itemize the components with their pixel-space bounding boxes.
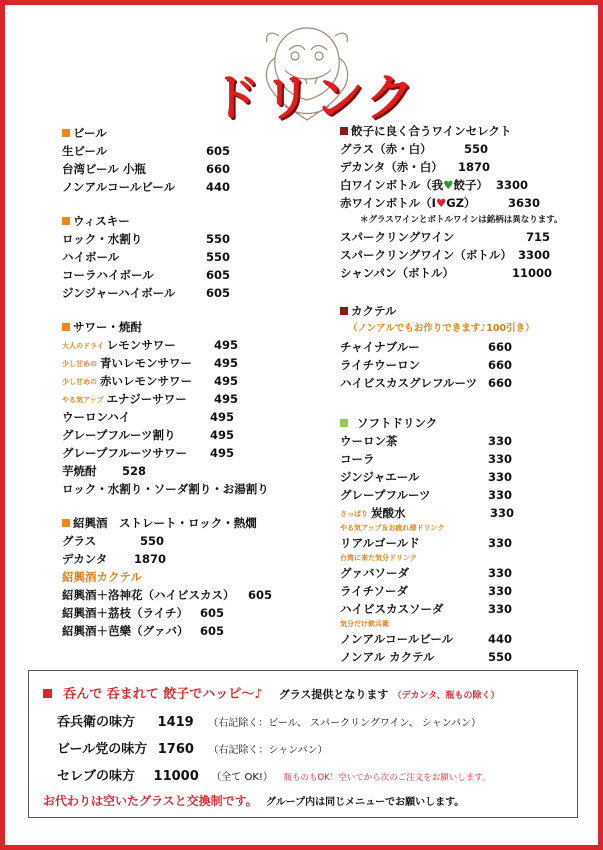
section-header-shaoxing: 紹興酒 ストレート・ロック・熱燗	[62, 514, 292, 532]
menu-item: デカンタ 1870	[62, 552, 167, 566]
subsection-header: 紹興酒カクテル	[62, 570, 142, 584]
menu-item: リアルゴールド 330	[340, 536, 513, 550]
menu-item: 白ワインボトル（我♥餃子） 3300	[340, 178, 529, 192]
item-tagline: やる気アップ＆お疲れ様ドリンク	[340, 524, 445, 532]
menu-item: チャイナブルー 660	[340, 340, 513, 354]
menu-item: ウーロンハイ 495	[62, 410, 235, 424]
menu-item: ハイビスカスソーダ 330	[340, 602, 513, 616]
section-header-whisky: ウィスキー	[62, 212, 292, 230]
menu-item: 紹興酒＋洛神花（ハイビスカス） 605	[62, 588, 273, 602]
plan-header: 呑んで 呑まれて 餃子でハッピ～♪ グラス提供となります （デカンタ、瓶もの除く）	[43, 683, 500, 702]
heart-icon: ♥	[435, 196, 447, 210]
right-column	[340, 122, 580, 666]
plan-course: ビール党の味方 1760 （右記除く：シャンパン）	[57, 742, 328, 757]
section-header-beer: ビール	[62, 124, 292, 142]
free-flow-plan-box	[28, 670, 578, 818]
menu-item: ジンジャエール 330	[340, 470, 513, 484]
heart-icon: ♥	[443, 178, 454, 192]
orange-square-icon	[62, 323, 70, 331]
red-square-icon	[43, 689, 52, 698]
section-header-soft: ソフトドリンク	[340, 414, 580, 432]
orange-square-icon	[62, 519, 70, 527]
menu-item: やる気アップ エナジーサワー 495	[62, 392, 239, 406]
plan-course: 呑兵衛の味方 1419 （右記除く：ビール、 スパークリングワイン、 シャンパン）	[57, 715, 482, 730]
item-tagline: 台湾に来た気分ドリンク	[340, 554, 417, 562]
cocktail-note: （ノンアルでもお作りできます♪100引き）	[348, 323, 535, 334]
menu-item: 紹興酒＋芭樂（グァバ） 605	[62, 624, 225, 638]
section-header-wine: 餃子に良く合うワインセレクト	[340, 122, 580, 140]
menu-item: コーラハイボール 605	[62, 268, 231, 282]
menu-item: グレープフルーツ 330	[340, 488, 513, 502]
menu-item: グァバソーダ 330	[340, 566, 513, 580]
menu-item: 台湾ビール 小瓶 660	[62, 162, 231, 176]
menu-item: グラス 550	[62, 534, 165, 548]
menu-item: コーラ 330	[340, 452, 513, 466]
menu-item: ハイビスカスグレフルーツ 660	[340, 376, 513, 390]
item-tagline: 気分だけ飲兵衛	[340, 620, 389, 628]
menu-item: デカンタ（赤・白） 1870	[340, 160, 491, 174]
menu-item: シャンパン（ボトル） 11000	[340, 266, 553, 280]
orange-square-icon	[62, 217, 70, 225]
darkred-square-icon	[340, 127, 348, 135]
section-header-cocktail: カクテル	[340, 302, 580, 320]
menu-item: 芋焼酎 528	[62, 464, 147, 478]
menu-note: ロック・水割り・ソーダ割り・お湯割り	[62, 482, 269, 496]
menu-item: ハイボール 550	[62, 250, 231, 264]
section-header-sour: サワー・焼酎	[62, 318, 292, 336]
menu-item: ノンアルコールビール 440	[340, 632, 513, 646]
menu-item: スパークリングワイン（ボトル） 3300	[340, 248, 551, 262]
menu-item: ライチウーロン 660	[340, 358, 513, 372]
menu-item: ライチソーダ 330	[340, 584, 513, 598]
menu-item: 紹興酒＋茘枝（ライチ） 605	[62, 606, 225, 620]
menu-item: グラス（赤・白） 550	[340, 142, 489, 156]
plan-course: セレブの味方 11000 （全て OK!） 瓶ものもOK！空いてから次のご注文をお願いします。	[57, 769, 491, 784]
menu-item: ウーロン茶 330	[340, 434, 513, 448]
menu-item: ノンアル カクテル 550	[340, 650, 513, 664]
green-square-icon	[340, 419, 348, 427]
plan-footer: お代わりは空いたグラスと交換制です。 グループ内は同じメニューでお願いします。	[43, 794, 465, 808]
menu-item: 大人のドライ レモンサワー 495	[62, 338, 239, 352]
menu-item: さっぱり 炭酸水 330	[340, 506, 515, 520]
darkred-square-icon	[340, 307, 348, 315]
menu-item: 生ビール 605	[62, 144, 231, 158]
menu-item: グレープフルーツ割り 495	[62, 428, 235, 442]
menu-item: グレープフルーツサワー 495	[62, 446, 235, 460]
page-title: ドリンク	[210, 69, 417, 127]
menu-item: ジンジャーハイボール 605	[62, 286, 231, 300]
menu-item: スパークリングワイン 715	[340, 230, 551, 244]
menu-item: 少し甘めの 青いレモンサワー 495	[62, 356, 239, 370]
menu-item: ロック・水割り 550	[62, 232, 231, 246]
orange-square-icon	[62, 129, 70, 137]
wine-note: ＊グラスワインとボトルワインは銘柄は異なります。	[360, 215, 563, 225]
left-column	[62, 124, 292, 640]
menu-item: 少し甘めの 赤いレモンサワー 495	[62, 374, 239, 388]
menu-item: ノンアルコールビール 440	[62, 180, 231, 194]
menu-item: 赤ワインボトル（I♥GZ） 3630	[340, 196, 541, 210]
